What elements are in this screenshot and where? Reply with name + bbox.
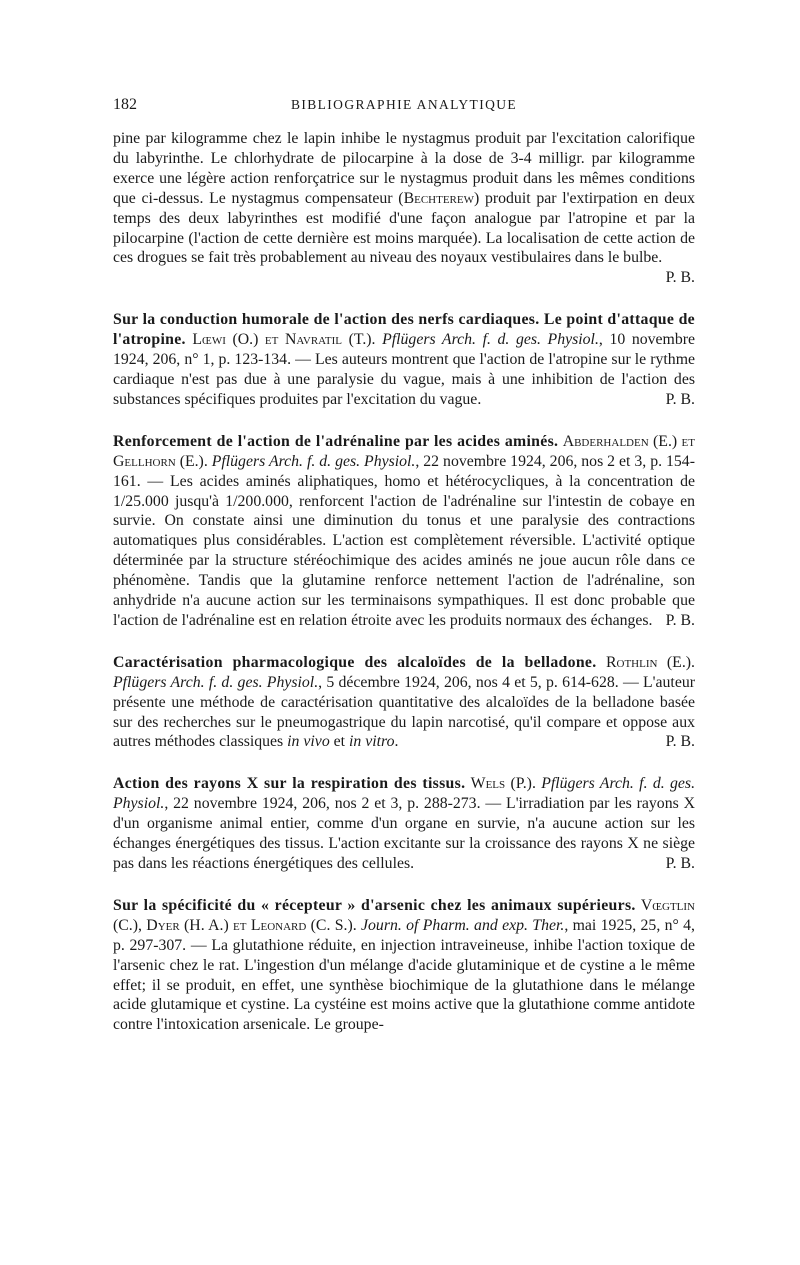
- entry-title: Action des rayons X sur la respiration des tissus.: [113, 775, 466, 793]
- entry-abstract: Les auteurs montrent que l'action de l'atropine sur le rythme cardiaque n'est pas due à une paralysie du vague, mais à une inhibition de l'action des substances spécifiques produites par l'excitation du vague.: [113, 351, 695, 408]
- entry-title: Caractérisation pharmacologique des alcaloïdes de la belladone.: [113, 653, 597, 671]
- bibliography-entry: [113, 310, 695, 410]
- entry-authors: Abderhalden (E.) et Gellhorn (E.).: [113, 432, 695, 470]
- entry-citation: , 22 novembre 1924, 206, nos 2 et 3, p. 154-161. —: [113, 452, 695, 490]
- entry-abstract-italic: in vitro: [349, 733, 395, 751]
- running-title: BIBLIOGRAPHIE ANALYTIQUE: [290, 97, 518, 112]
- entry-citation: , mai 1925, 25, n° 4, p. 297-307. —: [113, 916, 695, 954]
- intro-author: Bechterew: [403, 189, 474, 207]
- entry-citation: , 10 novembre 1924, 206, n° 1, p. 123-134. —: [113, 331, 696, 369]
- entry-abstract: et: [329, 733, 350, 751]
- entry-journal: Journ. of Pharm. and exp. Ther.: [361, 916, 565, 934]
- entry-authors: Vœgtlin (C.), Dyer (H. A.) et Leonard (C. S.).: [113, 896, 695, 934]
- bibliography-entry: [113, 432, 695, 631]
- entry-abstract: La glutathione réduite, en injection intraveineuse, inhibe l'action toxique de l'arsenic chez le rat. L'ingestion d'un mélange d'acide glutaminique et de cystine a le même effet; il se produit, en effet, une synthèse biochimique de la glutathione dans le mélange acide glutamique et cystine. La cystéine est moins active que la glutathione comme antidote contre l'intoxication arsenicale. Le groupe-: [113, 936, 695, 1034]
- entry-authors: Lœwi (O.) et Navratil (T.).: [192, 331, 376, 349]
- bibliography-entry: [113, 774, 695, 874]
- entry-title: Sur la conduction humorale de l'action des nerfs cardiaques. Le point d'attaque de l'atropine.: [113, 311, 695, 349]
- entry-authors: Rothlin (E.).: [605, 653, 695, 671]
- page-header: [113, 96, 695, 116]
- entry-citation: , 5 décembre 1924, 206, nos 4 et 5, p. 614-628. —: [318, 673, 639, 691]
- bibliography-entry: [113, 896, 695, 1035]
- entry-journal: Pflügers Arch. f. d. ges. Physiol.: [211, 452, 416, 470]
- page-body: [113, 129, 695, 1057]
- entry-citation: , 22 novembre 1924, 206, nos 2 et 3, p. 288-273. —: [164, 795, 502, 813]
- signature: P. B.: [665, 733, 695, 751]
- signature: P. B.: [665, 611, 695, 629]
- signature: P. B.: [665, 269, 695, 287]
- bibliography-entry: [113, 653, 695, 753]
- entry-abstract: .: [394, 733, 399, 751]
- entry-title: Renforcement de l'action de l'adrénaline par les acides aminés.: [113, 432, 559, 450]
- entry-journal: Pflügers Arch. f. d. ges. Physiol.: [382, 331, 599, 349]
- entry-abstract: L'irradiation par les rayons X d'un organisme animal entier, comme d'un organe en survie, n'a aucune action sur les échanges énergétiques des tissus. L'action excitante sur la croissance des rayons X ne siège pas dans les réactions énergétiques des cellules.: [113, 795, 695, 872]
- entry-title: Sur la spécificité du « récepteur » d'arsenic chez les animaux supérieurs.: [113, 896, 636, 914]
- intro-text: pine par kilogramme chez le lapin inhibe le nystagmus produit par l'excitation calorifique du labyrinthe. Le chlorhydrate de pilocarpine à la dose de 3-4 milligr. par kilogramme exerce une légère action renforçatrice sur le nystagmus produit dans les mêmes conditions que ci-dessus. Le nystagmus compensateur (: [113, 130, 695, 207]
- entry-authors: Wels (P.).: [470, 775, 536, 793]
- signature: P. B.: [665, 390, 695, 408]
- entry-abstract: Les acides aminés aliphatiques, homo et hétérocycliques, à la concentration de 1/25.000 jusqu'à 1/200.000, renforcent l'action de l'adrénaline sur l'intestin de cobaye en survie. On constate ainsi une diminution du tonus et une paralysie des contractions automatiques plus considérables. L'action est complètement réversible. L'activité optique déterminée par la structure stéréochimique des acides aminés ne joue aucun rôle dans ce phénomène. Tandis que la glutamine renforce nettement l'action de l'adrénaline, son anhydride n'a aucune action sur les terminaisons sympathiques. Il est donc probable que l'action de l'adrénaline est en relation étroite avec les produits normaux des échanges.: [113, 472, 695, 629]
- entry-abstract: L'auteur présente une méthode de caractérisation quantitative des alcaloïdes de la belladone basée sur des recherches sur le pneumogastrique du lapin narcotisé, qu'il compare et oppose aux autres méthodes classiques: [113, 673, 695, 751]
- entry-abstract-italic: in vivo: [287, 733, 330, 751]
- signature: P. B.: [665, 855, 695, 872]
- page-number: 182: [113, 96, 137, 113]
- entry-journal: Pflügers Arch. f. d. ges. Physiol.: [113, 775, 696, 813]
- intro-text-after: ) produit par l'extirpation en deux temps des deux labyrinthes est modifié d'une façon analogue par l'atropine et par la pilocarpine (l'action de cette dernière est moins marquée). La localisation de cette action de ces drogues se fait très probablement au niveau des noyaux vestibulaires dans le bulbe.: [113, 189, 695, 267]
- entry-journal: Pflügers Arch. f. d. ges. Physiol.: [113, 673, 319, 691]
- intro-paragraph: [113, 129, 695, 288]
